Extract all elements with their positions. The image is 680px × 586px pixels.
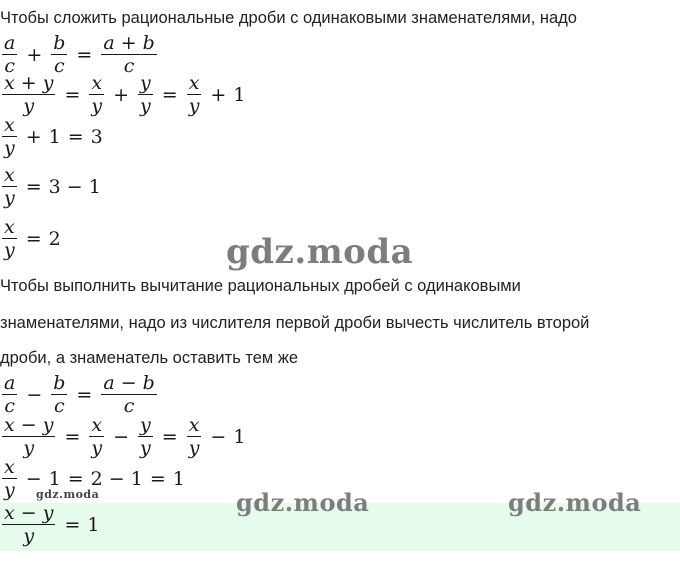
watermark-small: gdz.moda (36, 488, 100, 501)
watermark-main: gdz.moda (226, 232, 414, 272)
formula-addition-result: $\frac{x}{y}$ = 2 (4, 216, 61, 261)
formula-addition-step-3: $\frac{x}{y}$ = 3 − 1 (4, 164, 101, 209)
text-line-subtraction-rule-3: дроби, а знаменатель оставить тем же (0, 349, 299, 367)
formula-addition-step-1: $\frac{x + y}{y}$ = $\frac{x}{y}$ + $\frac{y}{y}$ = $\frac{x}{y}$ + 1 (4, 72, 246, 117)
text-line-addition-rule: Чтобы сложить рациональные дроби с одинаковыми знаменателями, надо (0, 9, 577, 27)
formula-subtraction-result: $\frac{x - y}{y}$ = 1 (4, 502, 100, 547)
text-line-subtraction-rule-1: Чтобы выполнить вычитание рациональных дробей с одинаковыми (0, 277, 521, 295)
formula-subtraction-step-2: $\frac{x}{y}$ − 1 = 2 − 1 = 1 (4, 456, 185, 501)
formula-subtraction-rule: $\frac{a}{c}$ − $\frac{b}{c}$ = $\frac{a - b}{c}$ (4, 372, 155, 417)
text-line-subtraction-rule-2: знаменателями, надо из числителя первой дроби вычесть числитель второй (0, 314, 590, 332)
formula-addition-step-2: $\frac{x}{y}$ + 1 = 3 (4, 114, 103, 159)
formula-addition-rule: $\frac{a}{c}$ + $\frac{b}{c}$ = $\frac{a + b}{c}$ (4, 32, 155, 77)
watermark-bottom-right: gdz.moda (508, 488, 642, 517)
formula-subtraction-step-1: $\frac{x - y}{y}$ = $\frac{x}{y}$ − $\frac{y}{y}$ = $\frac{x}{y}$ − 1 (4, 414, 246, 459)
watermark-bottom-center: gdz.moda (236, 488, 370, 517)
